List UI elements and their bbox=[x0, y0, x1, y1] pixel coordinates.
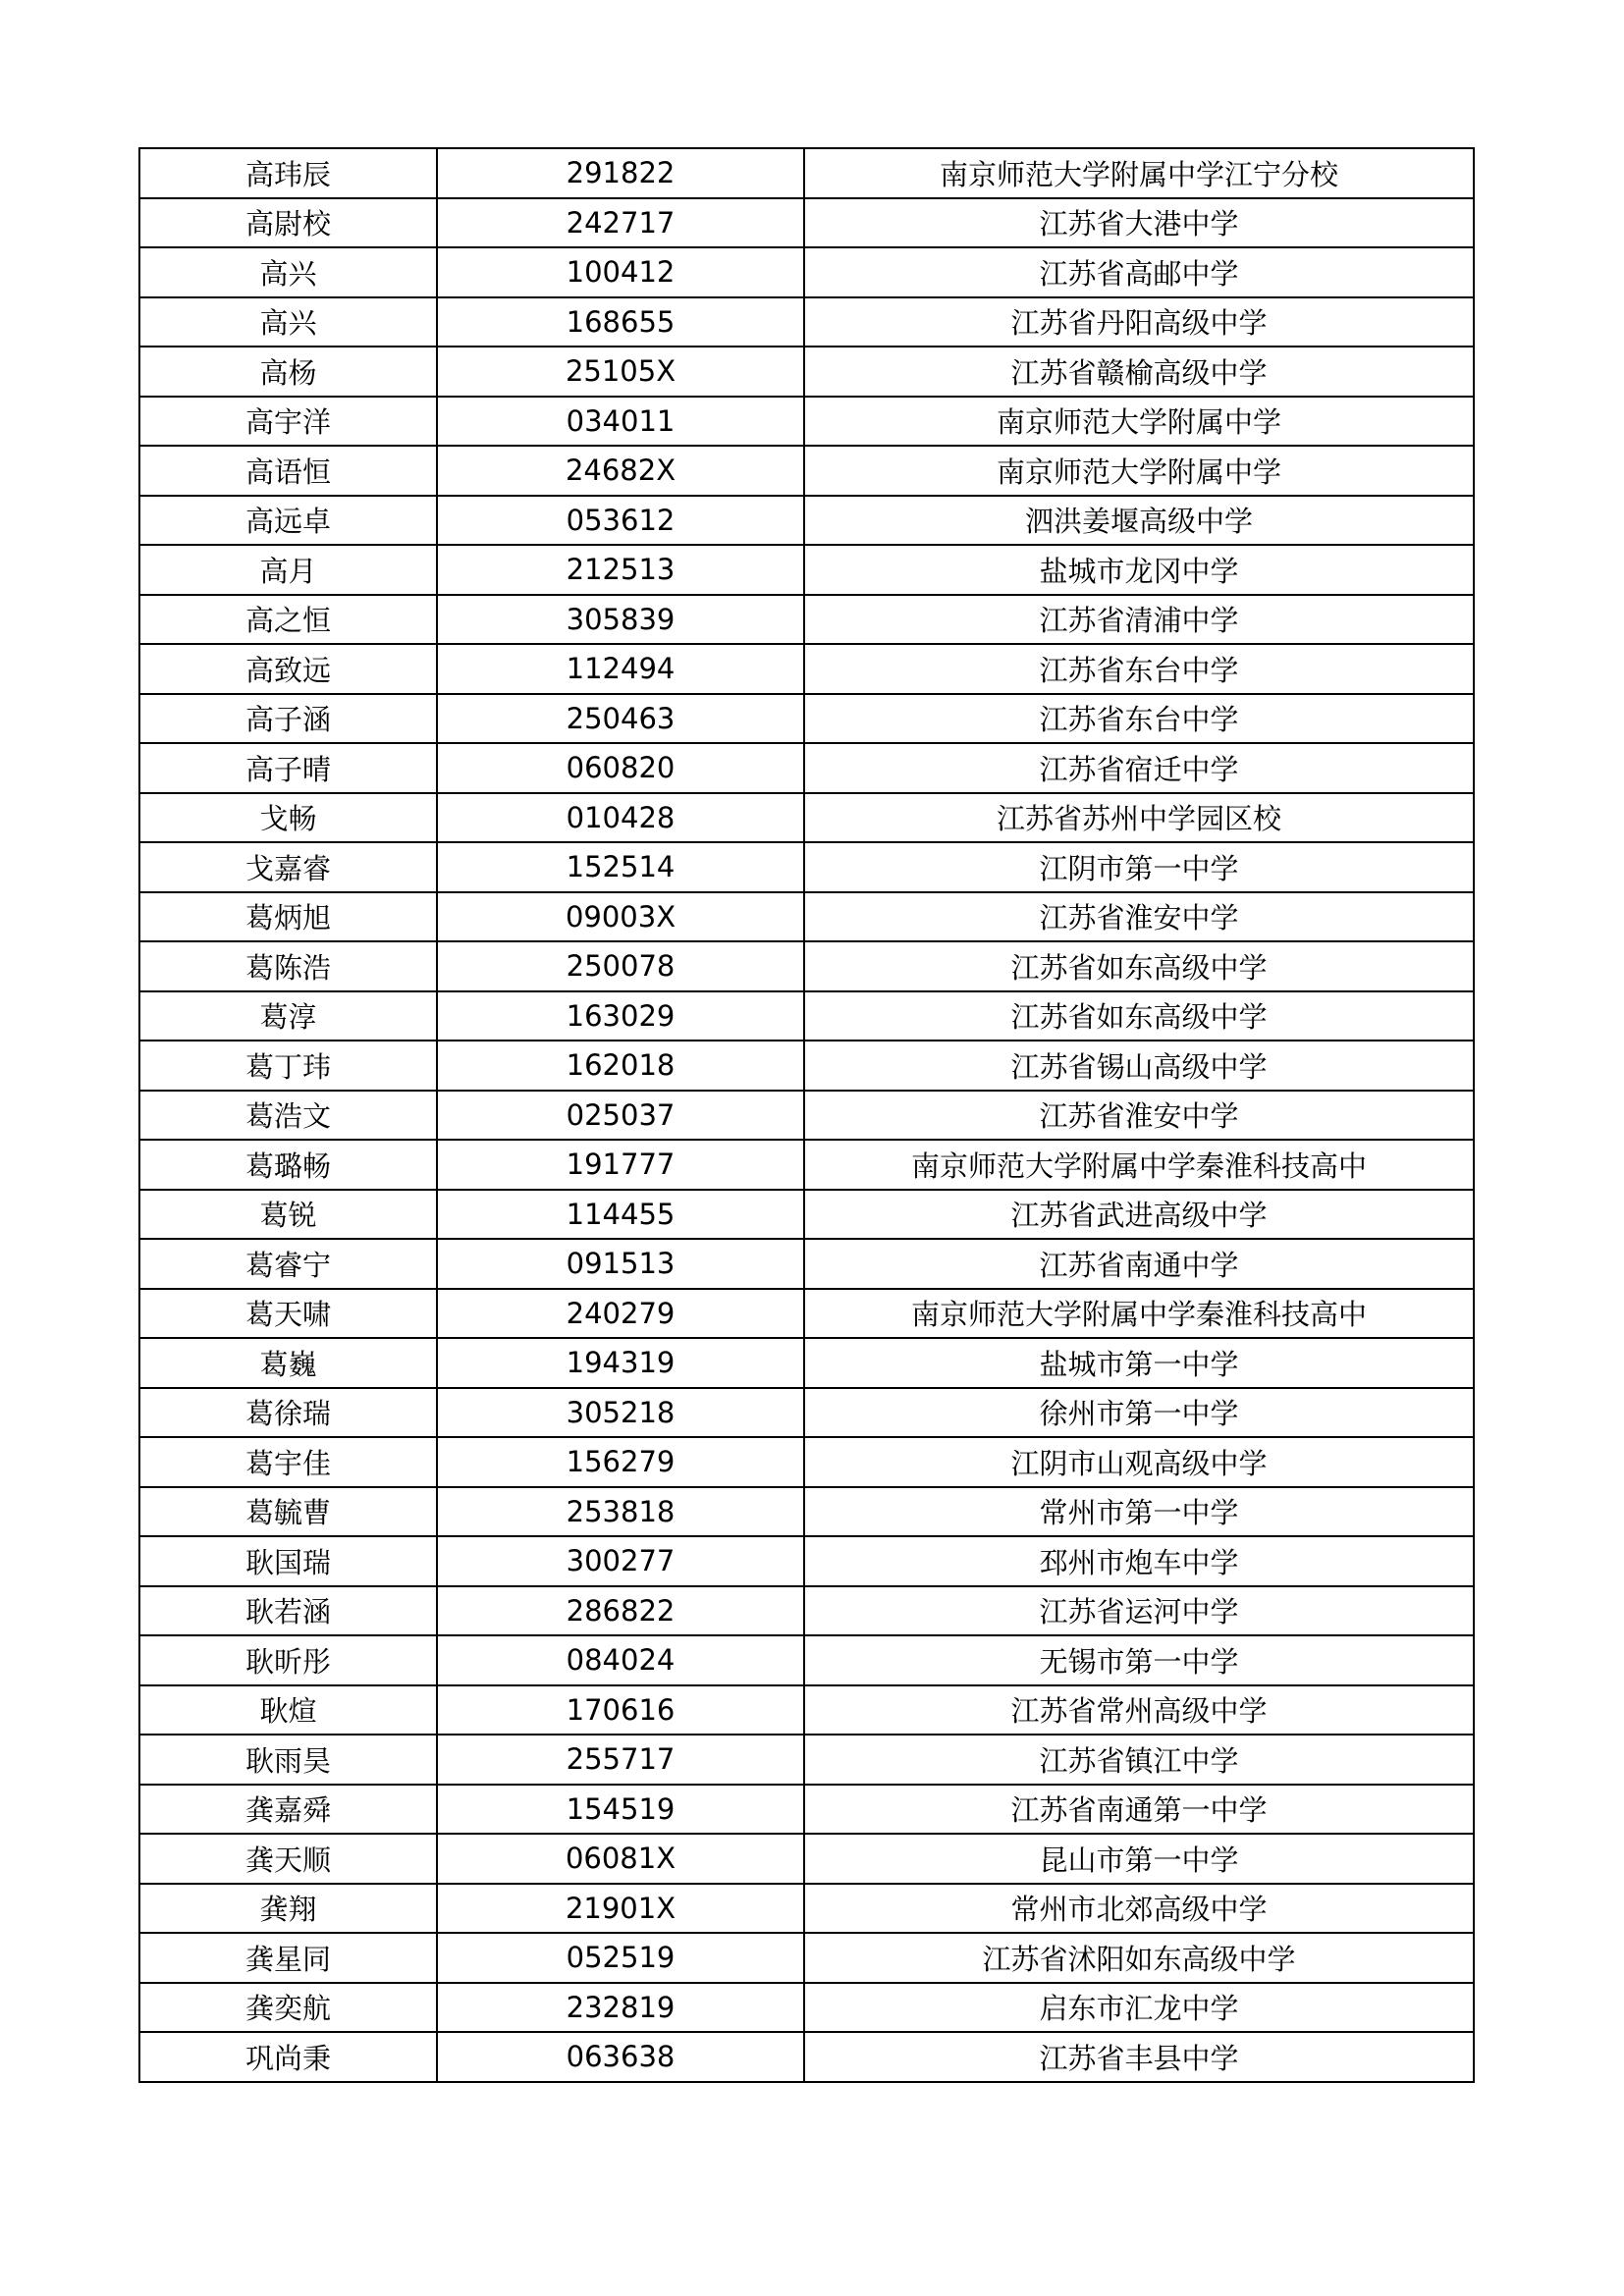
table-row bbox=[139, 1884, 1474, 1934]
school-name-cell: 江苏省武进高级中学 bbox=[804, 1190, 1474, 1240]
school-name-cell: 启东市汇龙中学 bbox=[804, 1983, 1474, 2033]
school-name-cell: 江苏省南通第一中学 bbox=[804, 1785, 1474, 1835]
school-name-cell: 江苏省丹阳高级中学 bbox=[804, 297, 1474, 347]
table-row bbox=[139, 1586, 1474, 1636]
student-id-cell: 232819 bbox=[437, 1983, 804, 2033]
table-row bbox=[139, 1239, 1474, 1289]
table-row bbox=[139, 644, 1474, 694]
table-row bbox=[139, 1041, 1474, 1091]
school-name-cell: 江苏省如东高级中学 bbox=[804, 991, 1474, 1041]
table-row bbox=[139, 1785, 1474, 1835]
student-name-cell: 高杨 bbox=[139, 347, 437, 397]
table-row bbox=[139, 545, 1474, 595]
school-name-cell: 江苏省东台中学 bbox=[804, 694, 1474, 744]
school-name-cell: 南京师范大学附属中学 bbox=[804, 397, 1474, 447]
school-name-cell: 南京师范大学附属中学 bbox=[804, 446, 1474, 496]
school-name-cell: 常州市第一中学 bbox=[804, 1487, 1474, 1537]
student-name-cell: 葛锐 bbox=[139, 1190, 437, 1240]
student-id-cell: 114455 bbox=[437, 1190, 804, 1240]
student-name-cell: 巩尚秉 bbox=[139, 2032, 437, 2082]
table-row bbox=[139, 1487, 1474, 1537]
student-name-cell: 戈嘉睿 bbox=[139, 842, 437, 892]
student-id-cell: 063638 bbox=[437, 2032, 804, 2082]
school-name-cell: 江阴市第一中学 bbox=[804, 842, 1474, 892]
student-id-cell: 300277 bbox=[437, 1536, 804, 1586]
table-row bbox=[139, 1635, 1474, 1685]
student-name-cell: 葛陈浩 bbox=[139, 941, 437, 991]
school-name-cell: 江苏省南通中学 bbox=[804, 1239, 1474, 1289]
table-row bbox=[139, 842, 1474, 892]
table-row bbox=[139, 2032, 1474, 2082]
student-id-cell: 250463 bbox=[437, 694, 804, 744]
student-name-cell: 葛淳 bbox=[139, 991, 437, 1041]
table-row bbox=[139, 793, 1474, 843]
school-name-cell: 江苏省赣榆高级中学 bbox=[804, 347, 1474, 397]
school-name-cell: 江苏省常州高级中学 bbox=[804, 1685, 1474, 1735]
table-row bbox=[139, 247, 1474, 297]
table-row bbox=[139, 347, 1474, 397]
student-id-cell: 060820 bbox=[437, 743, 804, 793]
school-name-cell: 泗洪姜堰高级中学 bbox=[804, 496, 1474, 546]
student-name-cell: 葛炳旭 bbox=[139, 892, 437, 942]
table-row bbox=[139, 1289, 1474, 1339]
student-name-cell: 耿雨昊 bbox=[139, 1735, 437, 1785]
student-id-cell: 286822 bbox=[437, 1586, 804, 1636]
school-name-cell: 江苏省丰县中学 bbox=[804, 2032, 1474, 2082]
table-row bbox=[139, 1933, 1474, 1983]
student-id-cell: 170616 bbox=[437, 1685, 804, 1735]
school-name-cell: 江苏省锡山高级中学 bbox=[804, 1041, 1474, 1091]
student-id-cell: 154519 bbox=[437, 1785, 804, 1835]
school-name-cell: 昆山市第一中学 bbox=[804, 1834, 1474, 1884]
student-name-cell: 龚嘉舜 bbox=[139, 1785, 437, 1835]
student-name-cell: 高子涵 bbox=[139, 694, 437, 744]
student-id-cell: 212513 bbox=[437, 545, 804, 595]
table-row bbox=[139, 743, 1474, 793]
table-row bbox=[139, 1388, 1474, 1438]
table-row bbox=[139, 446, 1474, 496]
school-name-cell: 徐州市第一中学 bbox=[804, 1388, 1474, 1438]
student-name-cell: 高远卓 bbox=[139, 496, 437, 546]
table-row bbox=[139, 892, 1474, 942]
table-row bbox=[139, 1091, 1474, 1141]
student-id-cell: 052519 bbox=[437, 1933, 804, 1983]
student-id-cell: 255717 bbox=[437, 1735, 804, 1785]
student-name-cell: 高语恒 bbox=[139, 446, 437, 496]
student-id-cell: 09003X bbox=[437, 892, 804, 942]
student-name-cell: 葛徐瑞 bbox=[139, 1388, 437, 1438]
student-name-cell: 葛璐畅 bbox=[139, 1140, 437, 1190]
student-id-cell: 240279 bbox=[437, 1289, 804, 1339]
table-row bbox=[139, 1140, 1474, 1190]
student-name-cell: 高玮辰 bbox=[139, 148, 437, 198]
school-name-cell: 江苏省高邮中学 bbox=[804, 247, 1474, 297]
student-id-cell: 163029 bbox=[437, 991, 804, 1041]
student-id-cell: 010428 bbox=[437, 793, 804, 843]
student-id-cell: 291822 bbox=[437, 148, 804, 198]
student-name-cell: 高月 bbox=[139, 545, 437, 595]
student-name-cell: 葛天啸 bbox=[139, 1289, 437, 1339]
student-id-cell: 152514 bbox=[437, 842, 804, 892]
school-name-cell: 常州市北郊高级中学 bbox=[804, 1884, 1474, 1934]
table-row bbox=[139, 148, 1474, 198]
student-id-cell: 25105X bbox=[437, 347, 804, 397]
student-name-cell: 高子晴 bbox=[139, 743, 437, 793]
student-id-cell: 305839 bbox=[437, 595, 804, 645]
school-name-cell: 南京师范大学附属中学秦淮科技高中 bbox=[804, 1289, 1474, 1339]
school-name-cell: 邳州市炮车中学 bbox=[804, 1536, 1474, 1586]
school-name-cell: 江苏省运河中学 bbox=[804, 1586, 1474, 1636]
table-row bbox=[139, 1437, 1474, 1487]
school-name-cell: 盐城市第一中学 bbox=[804, 1338, 1474, 1388]
student-id-cell: 053612 bbox=[437, 496, 804, 546]
table-row bbox=[139, 1536, 1474, 1586]
student-id-cell: 253818 bbox=[437, 1487, 804, 1537]
student-id-cell: 025037 bbox=[437, 1091, 804, 1141]
school-name-cell: 江苏省苏州中学园区校 bbox=[804, 793, 1474, 843]
student-name-cell: 葛巍 bbox=[139, 1338, 437, 1388]
student-id-cell: 162018 bbox=[437, 1041, 804, 1091]
table-row bbox=[139, 1190, 1474, 1240]
student-name-cell: 葛宇佳 bbox=[139, 1437, 437, 1487]
student-name-cell: 耿若涵 bbox=[139, 1586, 437, 1636]
school-name-cell: 江苏省淮安中学 bbox=[804, 1091, 1474, 1141]
student-name-cell: 高兴 bbox=[139, 247, 437, 297]
table-row bbox=[139, 595, 1474, 645]
school-name-cell: 江苏省如东高级中学 bbox=[804, 941, 1474, 991]
table-row bbox=[139, 198, 1474, 248]
student-name-cell: 龚星同 bbox=[139, 1933, 437, 1983]
student-name-cell: 耿昕彤 bbox=[139, 1635, 437, 1685]
student-name-cell: 高尉校 bbox=[139, 198, 437, 248]
school-name-cell: 江苏省宿迁中学 bbox=[804, 743, 1474, 793]
student-name-cell: 高宇洋 bbox=[139, 397, 437, 447]
table-row bbox=[139, 1685, 1474, 1735]
student-id-cell: 21901X bbox=[437, 1884, 804, 1934]
student-name-cell: 耿国瑞 bbox=[139, 1536, 437, 1586]
student-id-cell: 191777 bbox=[437, 1140, 804, 1190]
school-name-cell: 无锡市第一中学 bbox=[804, 1635, 1474, 1685]
student-name-cell: 高兴 bbox=[139, 297, 437, 347]
student-id-cell: 091513 bbox=[437, 1239, 804, 1289]
table-row bbox=[139, 1983, 1474, 2033]
table-row bbox=[139, 1735, 1474, 1785]
school-name-cell: 江苏省镇江中学 bbox=[804, 1735, 1474, 1785]
student-id-cell: 242717 bbox=[437, 198, 804, 248]
student-name-cell: 葛睿宁 bbox=[139, 1239, 437, 1289]
student-id-cell: 305218 bbox=[437, 1388, 804, 1438]
student-id-cell: 06081X bbox=[437, 1834, 804, 1884]
table-row bbox=[139, 991, 1474, 1041]
school-name-cell: 江阴市山观高级中学 bbox=[804, 1437, 1474, 1487]
student-name-cell: 龚翔 bbox=[139, 1884, 437, 1934]
school-name-cell: 南京师范大学附属中学江宁分校 bbox=[804, 148, 1474, 198]
table-row bbox=[139, 496, 1474, 546]
student-name-cell: 葛浩文 bbox=[139, 1091, 437, 1141]
school-name-cell: 盐城市龙冈中学 bbox=[804, 545, 1474, 595]
school-name-cell: 江苏省淮安中学 bbox=[804, 892, 1474, 942]
school-name-cell: 江苏省沭阳如东高级中学 bbox=[804, 1933, 1474, 1983]
school-name-cell: 南京师范大学附属中学秦淮科技高中 bbox=[804, 1140, 1474, 1190]
student-id-cell: 24682X bbox=[437, 446, 804, 496]
student-id-cell: 100412 bbox=[437, 247, 804, 297]
school-name-cell: 江苏省东台中学 bbox=[804, 644, 1474, 694]
student-name-cell: 戈畅 bbox=[139, 793, 437, 843]
table-row bbox=[139, 397, 1474, 447]
student-name-cell: 高致远 bbox=[139, 644, 437, 694]
student-list-table bbox=[138, 147, 1475, 2083]
student-name-cell: 葛毓曹 bbox=[139, 1487, 437, 1537]
student-id-cell: 112494 bbox=[437, 644, 804, 694]
student-id-cell: 084024 bbox=[437, 1635, 804, 1685]
student-id-cell: 168655 bbox=[437, 297, 804, 347]
student-name-cell: 龚奕航 bbox=[139, 1983, 437, 2033]
table-row bbox=[139, 941, 1474, 991]
student-id-cell: 194319 bbox=[437, 1338, 804, 1388]
table-row bbox=[139, 1834, 1474, 1884]
table-row bbox=[139, 694, 1474, 744]
student-id-cell: 156279 bbox=[437, 1437, 804, 1487]
student-name-cell: 耿煊 bbox=[139, 1685, 437, 1735]
school-name-cell: 江苏省清浦中学 bbox=[804, 595, 1474, 645]
table-row bbox=[139, 1338, 1474, 1388]
school-name-cell: 江苏省大港中学 bbox=[804, 198, 1474, 248]
table-row bbox=[139, 297, 1474, 347]
student-list-body bbox=[139, 148, 1474, 2082]
student-id-cell: 034011 bbox=[437, 397, 804, 447]
student-id-cell: 250078 bbox=[437, 941, 804, 991]
student-name-cell: 龚天顺 bbox=[139, 1834, 437, 1884]
student-name-cell: 高之恒 bbox=[139, 595, 437, 645]
student-name-cell: 葛丁玮 bbox=[139, 1041, 437, 1091]
